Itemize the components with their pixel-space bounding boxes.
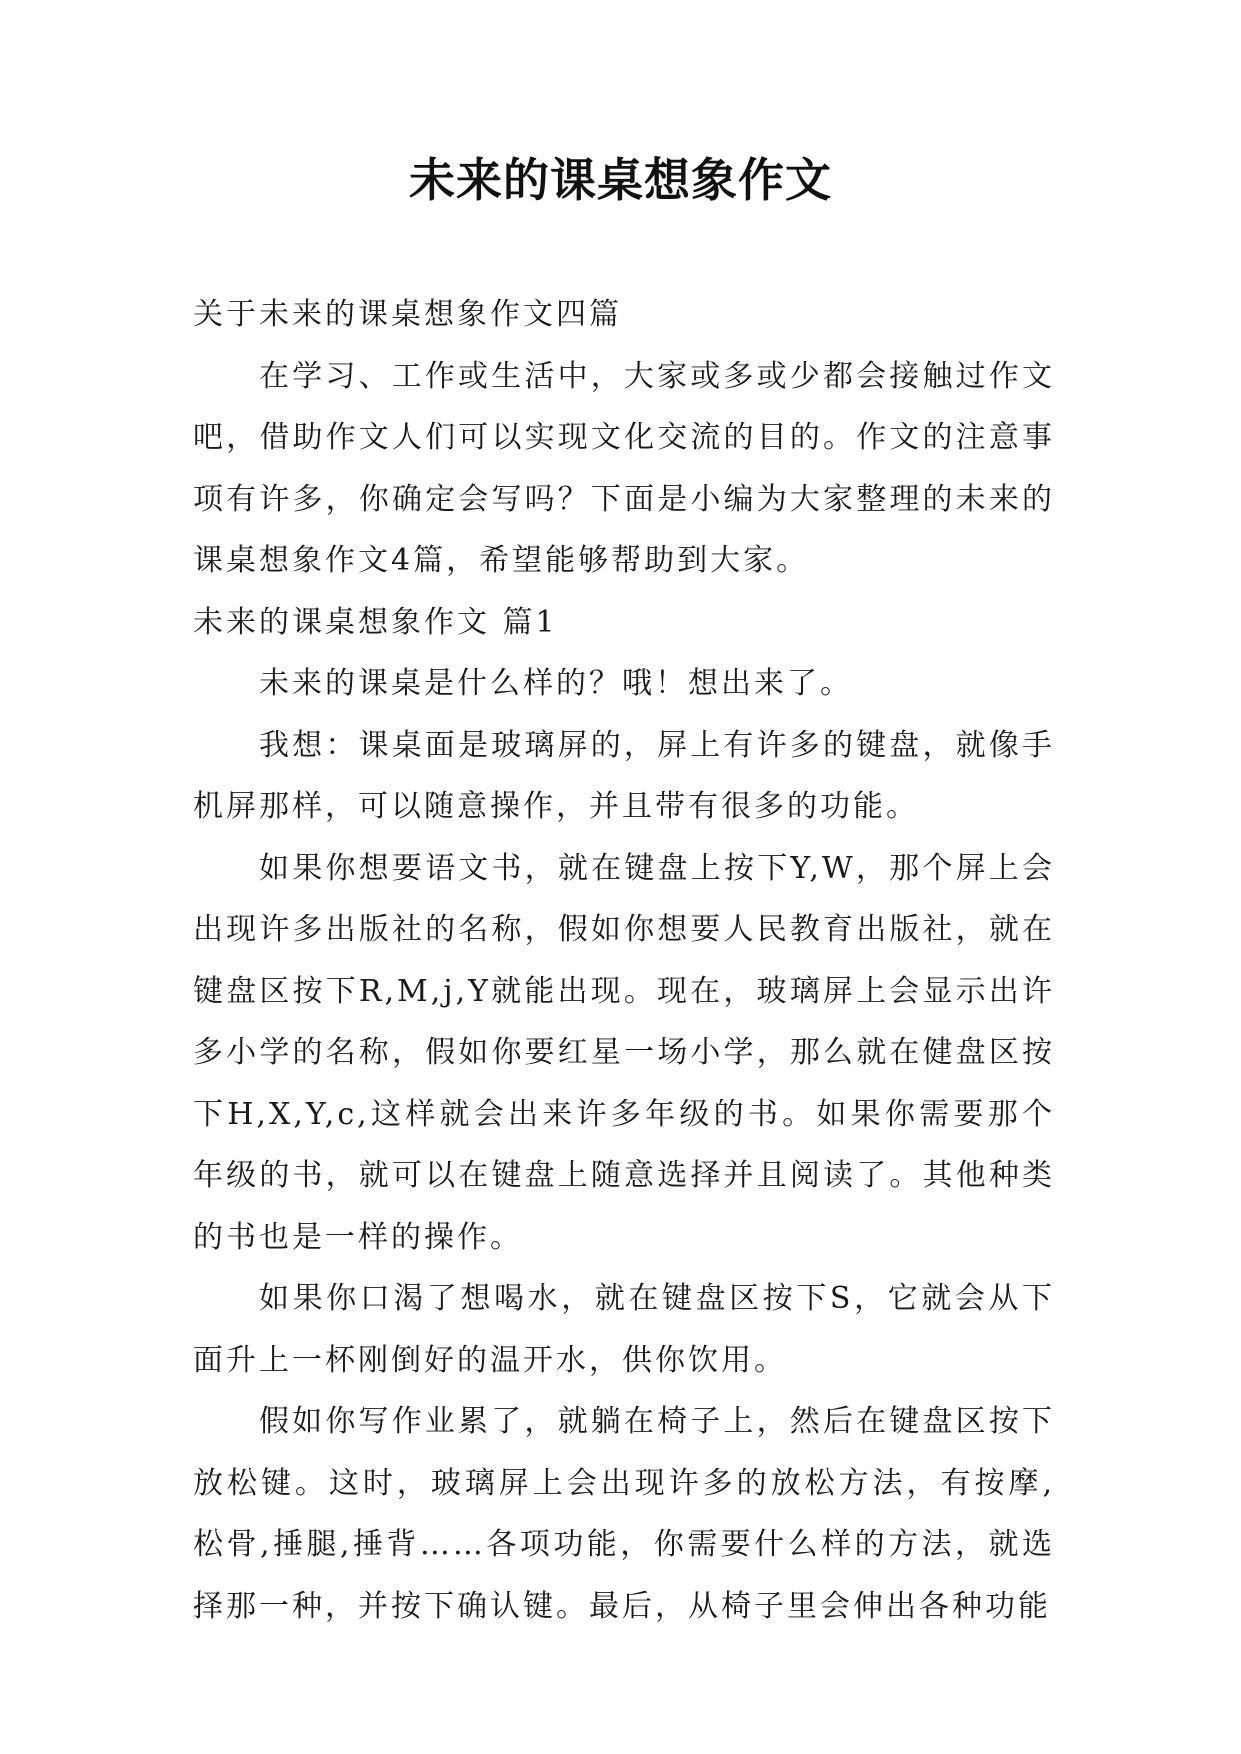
paragraph: 未来的课桌是什么样的？哦！想出来了。 xyxy=(259,666,853,701)
paragraph: 如果你想要语文书，就在键盘上按下Y,W，那个屏上会出现许多出版社的名称，假如你想要人民教育出版社，就在键盘区按下R,M,j,Y就能出现。现在，玻璃屏上会显示出许多小学的名称，假如你要红星一场小学，那么就在健盘区按下H,X,Y,c,这样就会出来许多年级的书。如果你需要那个年级的书，就可以在键盘上随意选择并且阅读了。其他种类的书也是一样的操作。 xyxy=(193,850,1055,1255)
paragraph: 我想：课桌面是玻璃屏的，屏上有许多的键盘，就像手机屏那样，可以随意操作，并且带有很多的功能。 xyxy=(193,727,1055,824)
document-body xyxy=(193,284,1055,1637)
paragraph-section-heading: 未来的课桌想象作文 篇1 xyxy=(193,604,558,640)
paragraph-intro-heading: 关于未来的课桌想象作文四篇 xyxy=(193,297,622,332)
paragraph-intro: 在学习、工作或生活中，大家或多或少都会接触过作文吧，借助作文人们可以实现文化交流的目的。作文的注意事项有许多，你确定会写吗？下面是小编为大家整理的未来的课桌想象作文4篇，希望能够帮助到大家。 xyxy=(193,358,1055,578)
paragraph: 假如你写作业累了，就躺在椅子上，然后在键盘区按下放松键。这时，玻璃屏上会出现许多的放松方法，有按摩,松骨,捶腿,捶背……各项功能，你需要什么样的方法，就选择那一种，并按下确认键。最后，从椅子里会伸出各种功能 xyxy=(193,1404,1055,1624)
paragraph: 如果你口渴了想喝水，就在键盘区按下S，它就会从下面升上一杯刚倒好的温开水，供你饮用。 xyxy=(193,1281,1055,1378)
document-title: 未来的课桌想象作文 xyxy=(409,153,832,207)
